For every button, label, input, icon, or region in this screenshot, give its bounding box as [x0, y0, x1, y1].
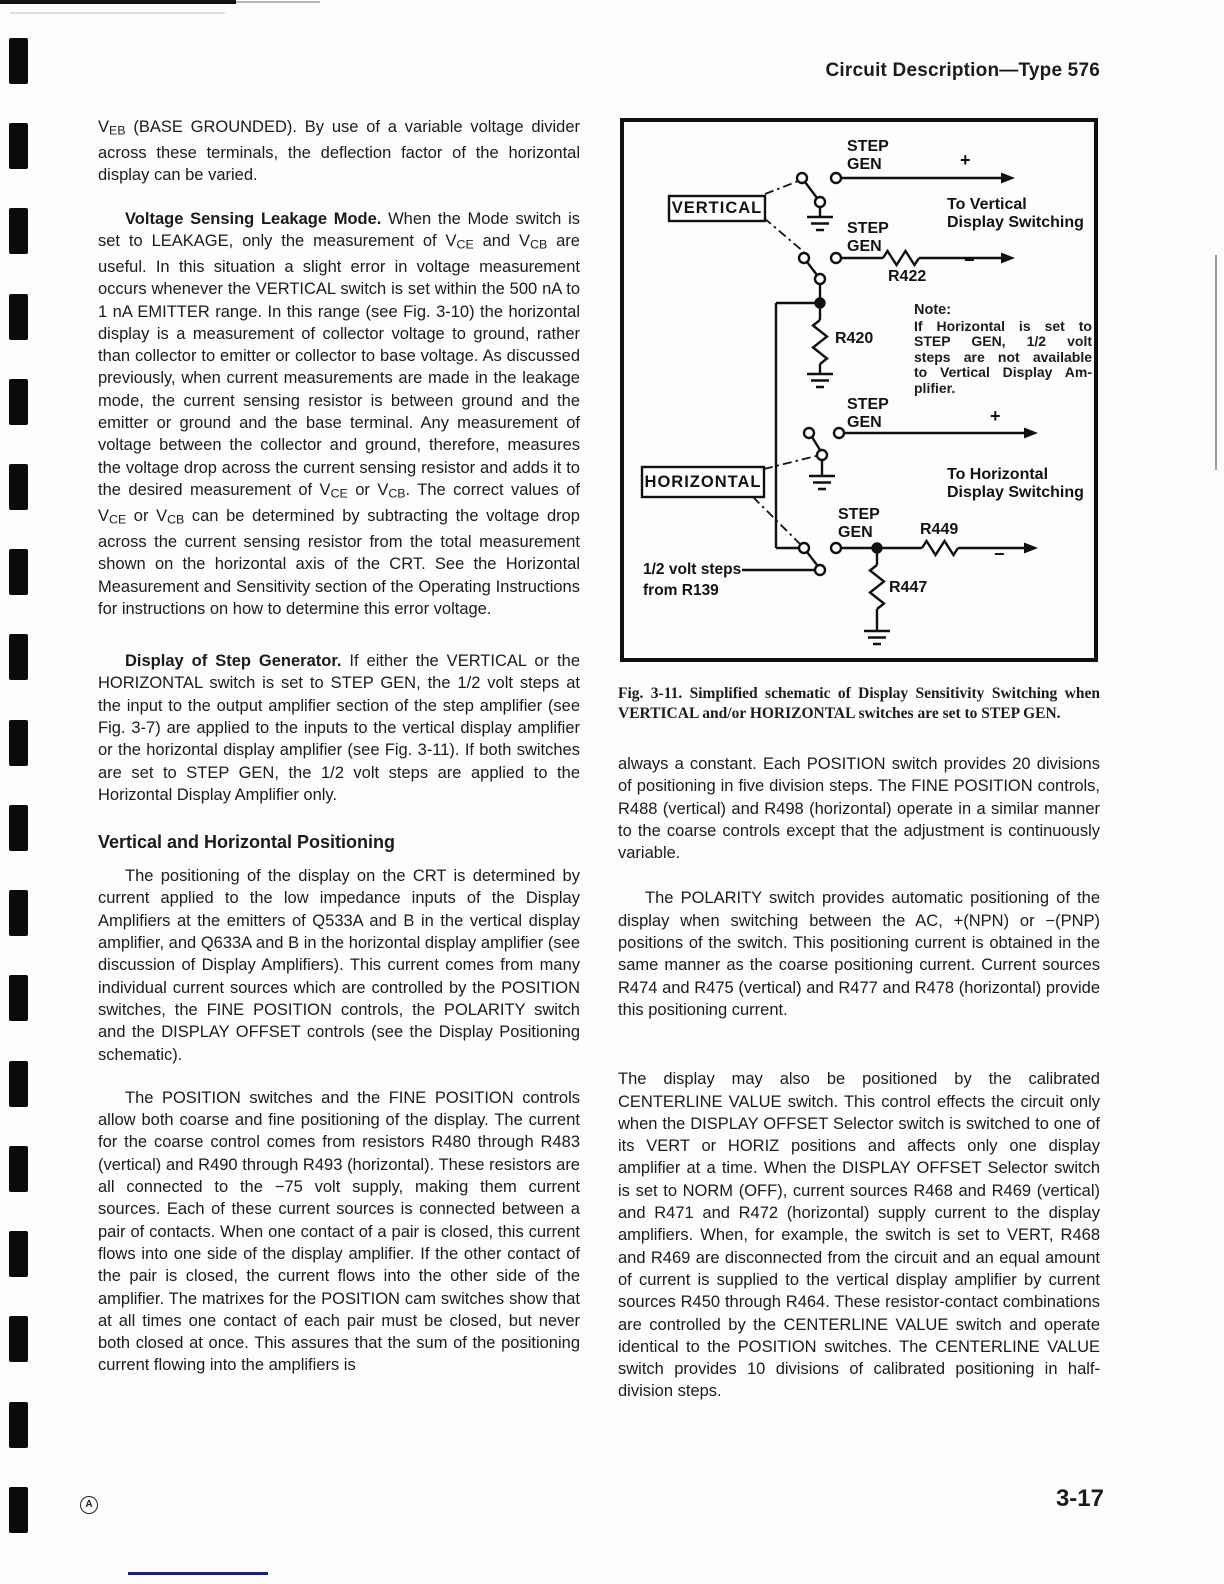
gen-word: GEN: [838, 524, 873, 541]
binding-mark: [9, 38, 28, 84]
step-word: STEP: [838, 506, 880, 523]
ground-symbol: [807, 207, 833, 230]
page-header-title: Circuit Description—Type 576: [825, 60, 1100, 81]
subscript-run: CB: [530, 237, 548, 252]
footer-blue-line: [128, 1572, 268, 1575]
plus-sign: +: [990, 406, 1001, 426]
scan-top-bar: [0, 0, 236, 4]
section-heading: Vertical and Horizontal Positioning: [98, 832, 396, 853]
linkage-dash: [764, 456, 816, 469]
binding-mark: [9, 1487, 28, 1533]
plus-sign: +: [960, 150, 971, 170]
linkage-dash: [765, 180, 801, 194]
subscript-run: CB: [167, 512, 185, 527]
r447-label: R447: [889, 579, 928, 596]
to-vertical-line2: Display Switching: [947, 214, 1084, 231]
paragraph-display-step-gen: [98, 650, 580, 806]
junction-dot: [873, 544, 882, 553]
page-number: 3-17: [1055, 1485, 1104, 1512]
to-vertical-label: [947, 196, 1084, 232]
note-line: steps are not available: [914, 348, 1092, 365]
step-word: STEP: [847, 138, 889, 155]
subscript-run: CB: [388, 486, 406, 501]
note-line: plifier.: [914, 379, 956, 396]
binding-mark: [9, 1146, 28, 1192]
text-run: are useful. In this situation a slight error in voltage measurement occurs whenever the VERTICAL switch is set within the 500 nA to 1 nA EMITTER range. In this range (see Fig. 3-10) the horizontal display is a measurement of collector voltage to ground, rather than collector to emitter or collector to base voltage. As discussed previously, when current measurements are made in the leakage mode, the current sensing resistor is between ground and the emitter or ground and the base terminal. Any measurement of voltage between the collector and ground, therefore, measures the voltage drop across the current sensing resistor and adds it to the desired measurement of V: [98, 231, 580, 499]
to-horizontal-label: [947, 466, 1084, 502]
binding-mark: [9, 294, 28, 340]
note-title: Note:: [914, 302, 952, 318]
binding-mark: [9, 1061, 28, 1107]
text-run: or V: [347, 480, 389, 499]
scan-top-dash: [10, 12, 225, 14]
text-run: If either the VERTICAL or the HORIZONTAL switch is set to STEP GEN, the 1/2 volt steps at the input to the output amplifier section of the step amplifier (see Fig. 3-7) are applied to the inputs to the vertical display amplifier or the horizontal display amplifier (see Fig. 3-11). If both switches are set to STEP GEN, the 1/2 volt steps are applied to the Horizontal Display Amplifier only.: [98, 652, 580, 804]
r422-label: R422: [888, 268, 927, 285]
scan-right-edge-line: [1215, 255, 1217, 470]
revision-mark-circled-a: A: [80, 1496, 98, 1514]
r420-label: R420: [835, 330, 874, 347]
step-gen-label: [847, 220, 889, 256]
right-column: [618, 684, 1100, 1403]
left-column: [98, 116, 580, 1398]
step-word: STEP: [847, 396, 889, 413]
text-run: and V: [473, 231, 531, 250]
to-horizontal-line1: To Horizontal: [947, 466, 1049, 483]
note-line: If Horizontal is set to: [914, 318, 1092, 334]
gen-word: GEN: [847, 238, 882, 255]
figure-note: [914, 302, 1092, 396]
text-run: V: [98, 118, 110, 136]
note-line: STEP GEN, 1/2 volt: [914, 333, 1092, 350]
vertical-switch-label: VERTICAL: [671, 199, 763, 217]
paragraph-position-switches: The POSITION switches and the FINE POSITION controls allow both coarse and fine positioning of the display. The current for the coarse control comes from resistors R480 through R483 (vertical) and R490 through R493 (horizontal). These resistors are all connected to the −75 volt supply, making them current sources. Each of these current sources is connected between a pair of contacts. When one contact of a pair is closed, this current flows into one side of the display amplifier. If the other contact of the pair is closed, the current flows into the other side of the amplifier. The matrixes for the POSITION cam switches show that at all times one contact of each pair must be closed, but never both closed at once. This assures that the sum of the positioning current flowing into the amplifiers is: [98, 1088, 580, 1375]
resistor-r447: [870, 565, 884, 609]
text-run: or V: [126, 506, 168, 525]
binding-mark: [9, 464, 28, 510]
horizontal-switch-section: [642, 428, 1024, 644]
binding-mark: [9, 1316, 28, 1362]
figure-caption: Fig. 3-11. Simplified schematic of Display Sensitivity Switching when VERTICAL and/or HORIZONTAL switches are set to STEP GEN.: [618, 685, 1100, 722]
resistor-r449: [922, 541, 958, 555]
paragraph-centerline-value: The display may also be positioned by the calibrated CENTERLINE VALUE switch. This control effects the circuit only when the DISPLAY OFFSET Selector switch is switched to one of its VERT or HORIZ positions and affects only one display amplifier at a time. When the DISPLAY OFFSET Selector switch is set to NORM (OFF), current sources R468 and R469 (vertical) and R471 and R472 (horizontal) supply current to the display amplifiers. When, for example, the switch is set to VERT, R468 and R469 are disconnected from the circuit and an equal amount of current is supplied to the vertical display amplifier by current sources R450 through R464. These resistor-contact combinations are controlled by the CENTERLINE VALUE switch and operate identical to the POSITION switches. The CENTERLINE VALUE switch provides 10 divisions of calibrated positioning in half-division steps.: [618, 1070, 1100, 1401]
half-volt-steps-label: [643, 559, 741, 601]
subscript-run: CE: [330, 486, 348, 501]
binding-mark: [9, 208, 28, 254]
half-volt-line1: 1/2 volt steps: [643, 561, 742, 578]
linkage-dash: [764, 218, 804, 252]
horizontal-switch-label: HORIZONTAL: [644, 473, 762, 491]
to-horizontal-line2: Display Switching: [947, 484, 1084, 501]
subscript-run: CE: [109, 512, 127, 527]
subscript-run: EB: [109, 123, 126, 138]
step-word: STEP: [847, 220, 889, 237]
minus-sign: −: [994, 544, 1005, 564]
figure-3-11-schematic: [620, 118, 1098, 662]
scan-top-bar-fade: [236, 1, 320, 3]
binding-mark: [9, 379, 28, 425]
paragraph-veb: [98, 116, 580, 187]
binding-mark: [9, 634, 28, 680]
paragraph-polarity: The POLARITY switch provides automatic positioning of the display when switching between the AC, +(NPN) or −(PNP) positions of the switch. This positioning current is obtained in the same manner as the coarse positioning current. Current sources R474 and R475 (vertical) and R477 and R478 (horizontal) provide this positioning current.: [618, 889, 1100, 1019]
ground-symbol: [807, 364, 833, 387]
resistor-r420: [813, 320, 827, 364]
step-gen-label: [847, 396, 889, 432]
binding-mark: [9, 975, 28, 1021]
binding-mark: [9, 549, 28, 595]
text-run: Display of Step Generator.: [125, 652, 342, 671]
paragraph-voltage-sensing: [98, 208, 580, 621]
gen-word: GEN: [847, 156, 882, 173]
r449-label: R449: [920, 521, 959, 538]
half-volt-line2: from R139: [643, 582, 719, 599]
binding-mark: [9, 720, 28, 766]
subscript-run: CE: [456, 237, 474, 252]
gen-word: GEN: [847, 414, 882, 431]
note-line: to Vertical Display Am-: [914, 364, 1092, 381]
binding-mark: [9, 890, 28, 936]
text-run: can be determined by subtracting the voltage drop across the current sensing resistor from the total measurement shown on the horizontal axis of the CRT. See the Horizontal Measurement and Sensitivity section of the Operating Instructions for instructions on how to determine this error voltage.: [98, 506, 580, 618]
binding-mark: [9, 1231, 28, 1277]
step-gen-label: [838, 506, 880, 542]
minus-sign: −: [964, 250, 975, 270]
ground-symbol: [864, 609, 890, 644]
ground-symbol: [809, 460, 835, 489]
text-run: (BASE GROUNDED). By use of a variable voltage divider across these terminals, the deflection factor of the horizontal display can be varied.: [98, 118, 580, 185]
binding-mark: [9, 1402, 28, 1448]
text-run: Voltage Sensing Leakage Mode.: [125, 209, 382, 228]
text-run: When the Mode switch is set to LEAKAGE, only the measurement of V: [98, 209, 580, 250]
binding-mark: [9, 805, 28, 851]
paragraph-positioning: The positioning of the display on the CRT is determined by current applied to the low impedance inputs of the Display Amplifiers at the emitters of Q533A and B in the vertical display amplifier, and Q633A and B in the horizontal display amplifier (see discussion of Display Amplifiers). This current comes from many individual current sources which are controlled by the POSITION switches, the FINE POSITION controls, the POLARITY switch and the DISPLAY OFFSET controls (see the Display Positioning schematic).: [98, 867, 580, 1064]
binding-mark: [9, 123, 28, 169]
step-gen-label: [847, 138, 889, 174]
text-run: . The correct values of V: [98, 480, 580, 525]
paragraph-always-constant: always a constant. Each POSITION switch provides 20 divisions of positioning in five division steps. The FINE POSITION controls, R488 (vertical) and R498 (horizontal) operate in a similar manner to the coarse controls except that the adjustment is continuously variable.: [618, 755, 1100, 863]
to-vertical-line1: To Vertical: [947, 196, 1027, 213]
